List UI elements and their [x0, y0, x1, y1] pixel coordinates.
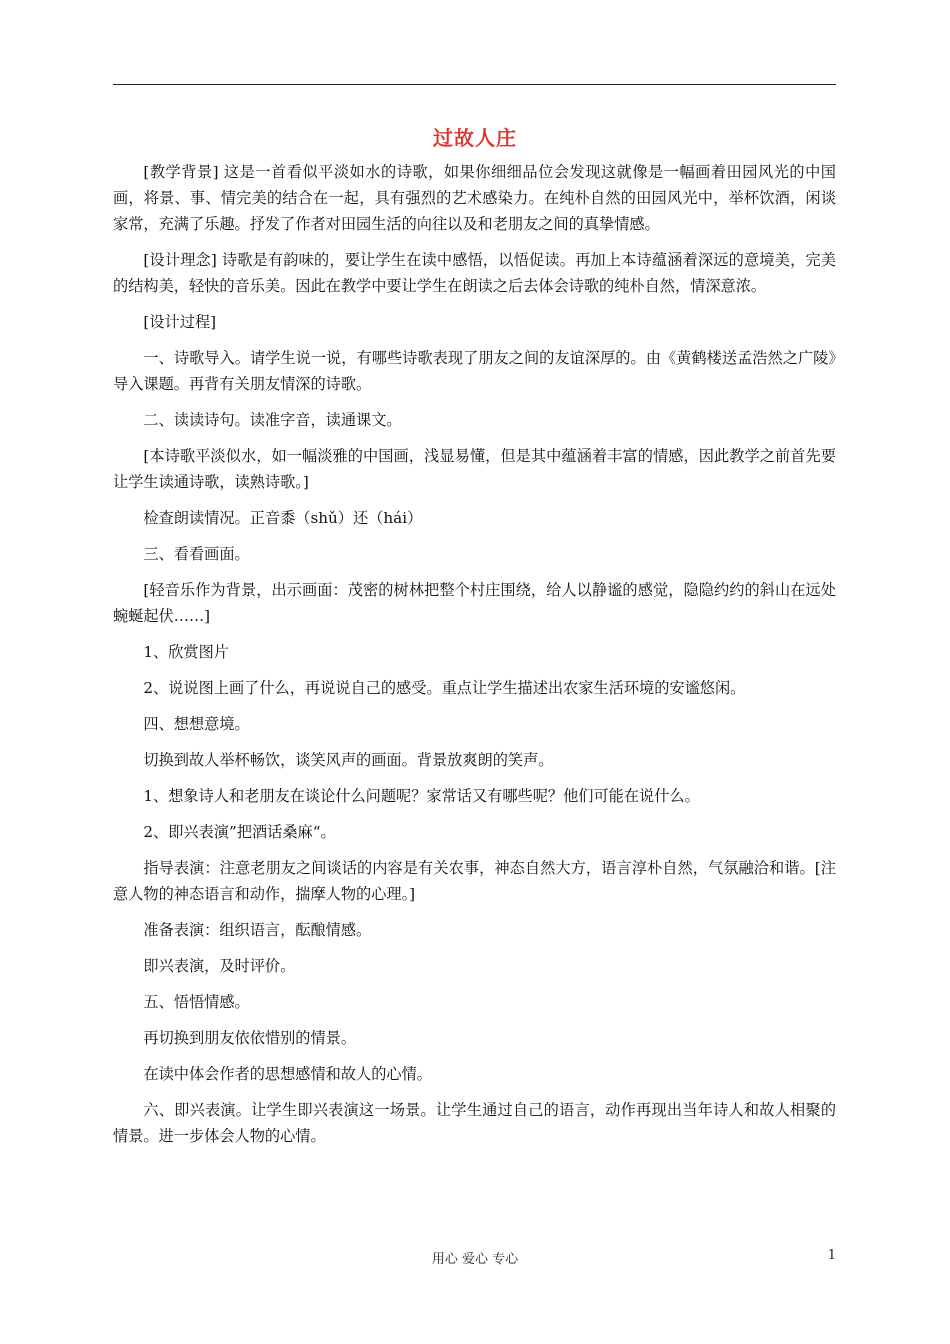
paragraph-step-3-item-2: 2、说说图上画了什么，再说说自己的感受。重点让学生描述出农家生活环境的安谧悠闲。	[143, 679, 746, 697]
paragraph-step-4-scene: 切换到故人举杯畅饮，谈笑风声的画面。背景放爽朗的笑声。	[143, 751, 554, 769]
paragraph-step-3: 三、看看画面。	[143, 545, 250, 563]
paragraph-step-5-scene: 再切换到朋友依依惜别的情景。	[143, 1029, 357, 1047]
paragraph-step-5: 五、悟悟情感。	[143, 993, 250, 1011]
paragraph-teaching-background: [教学背景] 这是一首看似平淡如水的诗歌，如果你细细品位会发现这就像是一幅画着田园风光的中国画，将景、事、情完美的结合在一起，具有强烈的艺术感染力。在纯朴自然的田园风光中，举杯饮酒，闲谈家常，充满了乐趣。抒发了作者对田园生活的向往以及和老朋友之间的真挚情感。	[113, 163, 836, 233]
header-rule	[113, 84, 836, 85]
page-number: 1	[827, 1248, 836, 1263]
paragraph-step-4-item-2: 2、即兴表演”把酒话桑麻“。	[143, 823, 336, 841]
paragraph-step-2: 二、读读诗句。读准字音，读通课文。	[143, 411, 402, 429]
footer-motto: 用心 爱心 专心	[431, 1252, 519, 1267]
paragraph-step-6: 六、即兴表演。让学生即兴表演这一场景。让学生通过自己的语言，动作再现出当年诗人和故人相聚的情景。进一步体会人物的心情。	[113, 1101, 836, 1145]
paragraph-step-4: 四、想想意境。	[143, 715, 250, 733]
paragraph-performance-guidance: 指导表演：注意老朋友之间谈话的内容是有关农事，神态自然大方，语言淳朴自然，气氛融洽和谐。[注意人物的神态语言和动作，揣摩人物的心理。]	[113, 859, 836, 903]
paragraph-step-1: 一、诗歌导入。请学生说一说，有哪些诗歌表现了朋友之间的友谊深厚的。由《黄鹤楼送孟浩然之广陵》导入课题。再背有关朋友情深的诗歌。	[113, 349, 836, 393]
document-title: 过故人庄	[433, 126, 517, 150]
paragraph-performance-evaluation: 即兴表演，及时评价。	[143, 957, 296, 975]
paragraph-step-3-item-1: 1、欣赏图片	[143, 643, 229, 661]
paragraph-step-2-note: [本诗歌平淡似水，如一幅淡雅的中国画，浅显易懂，但是其中蕴涵着丰富的情感，因此教学之前首先要让学生读通诗歌，读熟诗歌。]	[113, 447, 836, 491]
paragraph-step-5-reading: 在读中体会作者的思想感情和故人的心情。	[143, 1065, 432, 1083]
document-body	[113, 159, 836, 1159]
paragraph-design-concept: [设计理念] 诗歌是有韵味的，要让学生在读中感悟，以悟促读。再加上本诗蕴涵着深远的意境美，完美的结构美，轻快的音乐美。因此在教学中要让学生在朗读之后去体会诗歌的纯朴自然，情深意浓。	[113, 251, 836, 295]
paragraph-pronunciation-check: 检查朗读情况。正音黍（shǔ）还（hái）	[143, 509, 423, 527]
paragraph-step-3-note: [轻音乐作为背景，出示画面：茂密的树林把整个村庄围绕，给人以静谧的感觉，隐隐约约的斜山在远处蜿蜒起伏……]	[113, 581, 836, 625]
paragraph-step-4-item-1: 1、想象诗人和老朋友在谈论什么问题呢？家常话又有哪些呢？他们可能在说什么。	[143, 787, 700, 805]
paragraph-design-process-heading: [设计过程]	[143, 313, 216, 331]
paragraph-performance-preparation: 准备表演：组织语言，酝酿情感。	[143, 921, 372, 939]
